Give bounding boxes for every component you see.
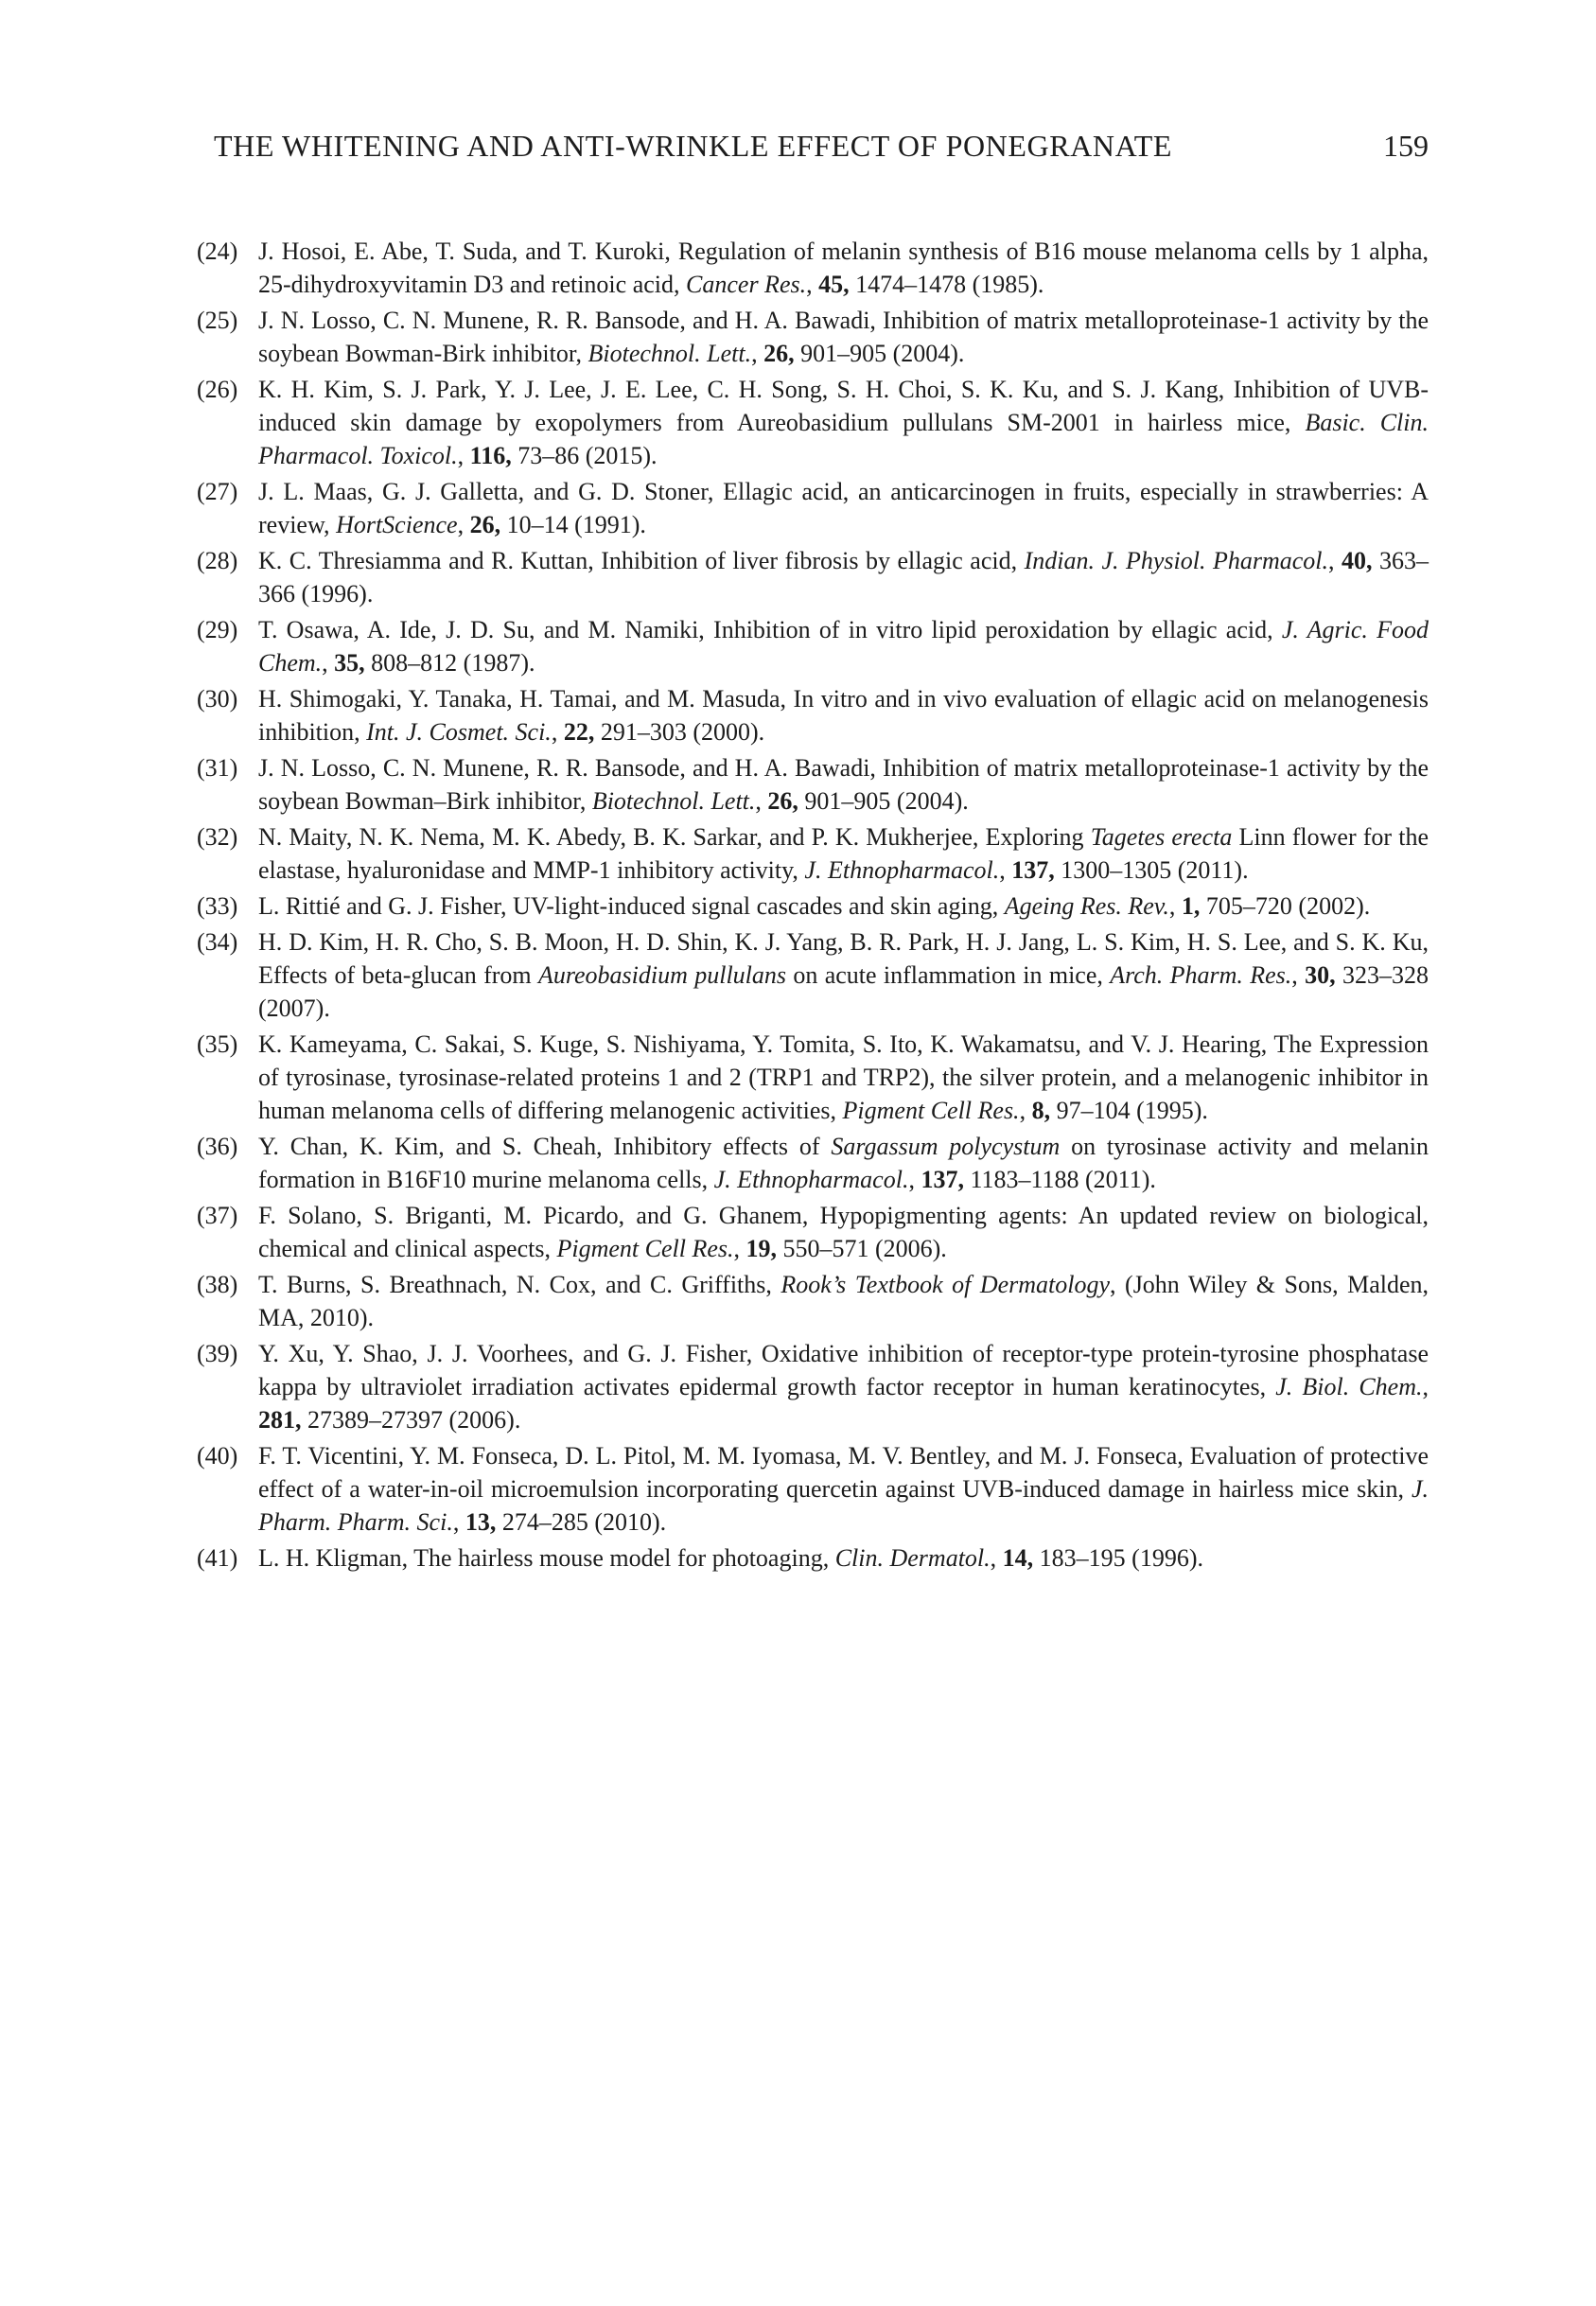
reference-text: K. H. Kim, S. J. Park, Y. J. Lee, J. E. Lee, C. H. Song, S. H. Choi, S. K. Ku, and S. J. Kang, Inhibition of UVB-induced skin damage by exopolymers from Aureobasidium pullulans SM-2001 in hairless mice, (258, 376, 1429, 436)
reference-volume: 35, (334, 649, 365, 677)
reference-number: (31) (197, 754, 238, 782)
reference-text: J. L. Maas, G. J. Galletta, and G. D. Stoner, Ellagic acid, an anticarcinogen in fruits, especially in strawberries: A review, (258, 478, 1429, 538)
reference-italic-text: Int. J. Cosmet. Sci. (366, 718, 552, 746)
reference-italic-text: J. Pharm. Pharm. Sci. (258, 1475, 1429, 1536)
reference-italic-text: HortScience (336, 511, 458, 538)
reference-text: 274–285 (2010). (496, 1508, 667, 1536)
reference-text: 808–812 (1987). (364, 649, 535, 677)
reference-item (197, 889, 1429, 923)
reference-item (197, 304, 1429, 370)
reference-text: J. N. Losso, C. N. Munene, R. R. Bansode, and H. A. Bawadi, Inhibition of matrix metalloproteinase-1 activity by the soybean Bowman–Birk inhibitor, (258, 754, 1429, 815)
reference-number: (39) (197, 1340, 238, 1367)
reference-text: 27389–27397 (2006). (301, 1406, 521, 1434)
reference-italic-text: Arch. Pharm. Res. (1110, 961, 1292, 989)
reference-volume: 14, (1002, 1544, 1034, 1572)
reference-italic-text: Cancer Res. (686, 271, 807, 298)
reference-number: (27) (197, 478, 238, 505)
reference-text: H. D. Kim, H. R. Cho, S. B. Moon, H. D. Shin, K. J. Yang, B. R. Park, H. J. Jang, L. S. Kim, H. S. Lee, and S. K. Ku, Effects of beta-glucan from (258, 928, 1429, 989)
reference-volume: 137, (921, 1166, 964, 1193)
reference-text: 183–195 (1996). (1033, 1544, 1203, 1572)
reference-text: , (1328, 547, 1342, 574)
reference-number: (38) (197, 1271, 238, 1298)
reference-number: (30) (197, 685, 238, 713)
reference-text: 97–104 (1995). (1050, 1097, 1208, 1124)
reference-volume: 281, (258, 1406, 302, 1434)
reference-text: , (755, 787, 768, 815)
reference-item (197, 373, 1429, 472)
reference-text: F. Solano, S. Briganti, M. Picardo, and G. Ghanem, Hypopigmenting agents: An updated review on biological, chemical and clinical aspects, (258, 1202, 1429, 1262)
reference-italic-text: Clin. Dermatol. (834, 1544, 991, 1572)
reference-item (197, 820, 1429, 887)
reference-text: 1474–1478 (1985). (849, 271, 1044, 298)
reference-text: 1300–1305 (2011). (1054, 856, 1249, 884)
page-header (214, 129, 1429, 172)
reference-italic-text: Indian. J. Physiol. Pharmacol. (1024, 547, 1329, 574)
reference-text: T. Burns, S. Breathnach, N. Cox, and C. Griffiths, (258, 1271, 781, 1298)
reference-item (197, 1337, 1429, 1436)
reference-text: , (999, 856, 1012, 884)
reference-italic-text: Aureobasidium pullulans (537, 961, 787, 989)
reference-volume: 1, (1181, 892, 1201, 920)
reference-text: 550–571 (2006). (776, 1235, 947, 1262)
reference-text: 1183–1188 (2011). (963, 1166, 1156, 1193)
reference-item (197, 475, 1429, 541)
reference-text: 291–303 (2000). (594, 718, 765, 746)
reference-number: (36) (197, 1133, 238, 1160)
reference-list (197, 235, 1429, 1577)
reference-item (197, 613, 1429, 679)
reference-text: 705–720 (2002). (1200, 892, 1371, 920)
reference-italic-text: J. Biol. Chem. (1275, 1373, 1423, 1400)
reference-number: (29) (197, 616, 238, 643)
reference-text: 363–366 (1996). (258, 547, 1429, 607)
reference-italic-text: J. Ethnopharmacol. (804, 856, 1000, 884)
reference-text: N. Maity, N. K. Nema, M. K. Abedy, B. K. Sarkar, and P. K. Mukherjee, Exploring (258, 823, 1091, 851)
reference-volume: 19, (745, 1235, 777, 1262)
reference-item (197, 544, 1429, 610)
reference-number: (34) (197, 928, 238, 956)
reference-text: 10–14 (1991). (500, 511, 646, 538)
reference-italic-text: Ageing Res. Rev. (1004, 892, 1169, 920)
reference-text: 901–905 (2004). (794, 340, 965, 367)
reference-text: , (806, 271, 819, 298)
reference-number: (35) (197, 1030, 238, 1058)
reference-text: Y. Chan, K. Kim, and S. Cheah, Inhibitory effects of (258, 1133, 832, 1160)
reference-text: , (1168, 892, 1182, 920)
reference-text: on acute inflammation in mice, (786, 961, 1111, 989)
reference-item (197, 235, 1429, 301)
reference-number: (28) (197, 547, 238, 574)
reference-volume: 30, (1305, 961, 1336, 989)
reference-italic-text: Tagetes erecta (1090, 823, 1233, 851)
reference-text: , (452, 1508, 465, 1536)
reference-italic-text: Biotechnol. Lett. (588, 340, 752, 367)
reference-number: (25) (197, 307, 238, 334)
reference-volume: 137, (1011, 856, 1055, 884)
reference-item (197, 1028, 1429, 1127)
reference-item (197, 682, 1429, 748)
reference-number: (41) (197, 1544, 238, 1572)
reference-text: Linn flower for the elastase, hyaluronidase and MMP-1 inhibitory activity, (258, 823, 1429, 884)
reference-text: T. Osawa, A. Ide, J. D. Su, and M. Namiki, Inhibition of in vitro lipid peroxidation by ellagic acid, (258, 616, 1282, 643)
reference-text: , (908, 1166, 921, 1193)
reference-italic-text: Sargassum polycystum (831, 1133, 1061, 1160)
reference-volume: 116, (469, 442, 512, 469)
reference-text: K. C. Thresiamma and R. Kuttan, Inhibition of liver fibrosis by ellagic acid, (258, 547, 1025, 574)
running-title: THE WHITENING AND ANTI-WRINKLE EFFECT OF PONEGRANATE (214, 129, 1173, 163)
reference-italic-text: J. Agric. Food Chem. (258, 616, 1429, 677)
reference-item (197, 1130, 1429, 1196)
reference-item (197, 1541, 1429, 1575)
reference-number: (40) (197, 1442, 238, 1470)
reference-text: , (1422, 1373, 1429, 1400)
reference-text: 901–905 (2004). (798, 787, 969, 815)
reference-volume: 40, (1342, 547, 1373, 574)
reference-text: , (457, 442, 470, 469)
reference-volume: 8, (1031, 1097, 1051, 1124)
reference-number: (26) (197, 376, 238, 403)
reference-number: (33) (197, 892, 238, 920)
reference-text: , (John Wiley & Sons, Malden, MA, 2010). (258, 1271, 1429, 1331)
reference-number: (37) (197, 1202, 238, 1229)
reference-italic-text: Basic. Clin. Pharmacol. Toxicol. (258, 409, 1429, 469)
reference-text: Y. Xu, Y. Shao, J. J. Voorhees, and G. J. Fisher, Oxidative inhibition of receptor-type protein-tyrosine phosphatase kappa by ultraviolet irradiation activates epidermal growth factor receptor in human keratinocytes, (258, 1340, 1429, 1400)
reference-text: F. T. Vicentini, Y. M. Fonseca, D. L. Pitol, M. M. Iyomasa, M. V. Bentley, and M. J. Fonseca, Evaluation of protective effect of a water-in-oil microemulsion incorporating quercetin against UVB-induced damage in hairless mice skin, (258, 1442, 1429, 1503)
reference-number: (32) (197, 823, 238, 851)
reference-text: , (1019, 1097, 1032, 1124)
reference-number: (24) (197, 238, 238, 265)
reference-text: L. H. Kligman, The hairless mouse model for photoaging, (258, 1544, 835, 1572)
reference-text: J. N. Losso, C. N. Munene, R. R. Bansode, and H. A. Bawadi, Inhibition of matrix metalloproteinase-1 activity by the soybean Bowman-Birk inhibitor, (258, 307, 1429, 367)
reference-text: 323–328 (2007). (258, 961, 1429, 1022)
reference-volume: 22, (563, 718, 595, 746)
reference-text: , (733, 1235, 746, 1262)
reference-text: , (322, 649, 335, 677)
reference-text: on tyrosinase activity and melanin formation in B16F10 murine melanoma cells, (258, 1133, 1429, 1193)
reference-text: K. Kameyama, C. Sakai, S. Kuge, S. Nishiyama, Y. Tomita, S. Ito, K. Wakamatsu, and V. J. Hearing, The Expression of tyrosinase, tyrosinase-related proteins 1 and 2 (TRP1 and TRP2), the silver protein, and a melanogenic inhibitor in human melanoma cells of differing melanogenic activities, (258, 1030, 1429, 1124)
reference-text: J. Hosoi, E. Abe, T. Suda, and T. Kuroki, Regulation of melanin synthesis of B16 mouse melanoma cells by 1 alpha, 25-dihydroxyvitamin D3 and retinoic acid, (258, 238, 1429, 298)
reference-text: , (751, 340, 764, 367)
reference-italic-text: Pigment Cell Res. (556, 1235, 734, 1262)
reference-volume: 26, (763, 340, 795, 367)
reference-volume: 45, (818, 271, 850, 298)
reference-item (197, 925, 1429, 1025)
reference-item (197, 1268, 1429, 1334)
reference-volume: 26, (767, 787, 798, 815)
reference-italic-text: Pigment Cell Res. (842, 1097, 1020, 1124)
reference-text: , (1291, 961, 1306, 989)
reference-text: 73–86 (2015). (511, 442, 658, 469)
reference-item (197, 751, 1429, 818)
reference-volume: 13, (465, 1508, 497, 1536)
reference-text: , (990, 1544, 1003, 1572)
reference-italic-text: J. Ethnopharmacol. (713, 1166, 909, 1193)
reference-italic-text: Rook’s Textbook of Dermatology (780, 1271, 1111, 1298)
reference-text: H. Shimogaki, Y. Tanaka, H. Tamai, and M. Masuda, In vitro and in vivo evaluation of ellagic acid on melanogenesis inhibition, (258, 685, 1429, 746)
reference-volume: 26, (469, 511, 501, 538)
reference-text: , (457, 511, 470, 538)
reference-item (197, 1199, 1429, 1265)
page-number: 159 (1383, 129, 1429, 163)
reference-text: L. Rittié and G. J. Fisher, UV-light-induced signal cascades and skin aging, (258, 892, 1005, 920)
reference-italic-text: Biotechnol. Lett. (591, 787, 756, 815)
reference-text: , (551, 718, 564, 746)
reference-item (197, 1439, 1429, 1539)
